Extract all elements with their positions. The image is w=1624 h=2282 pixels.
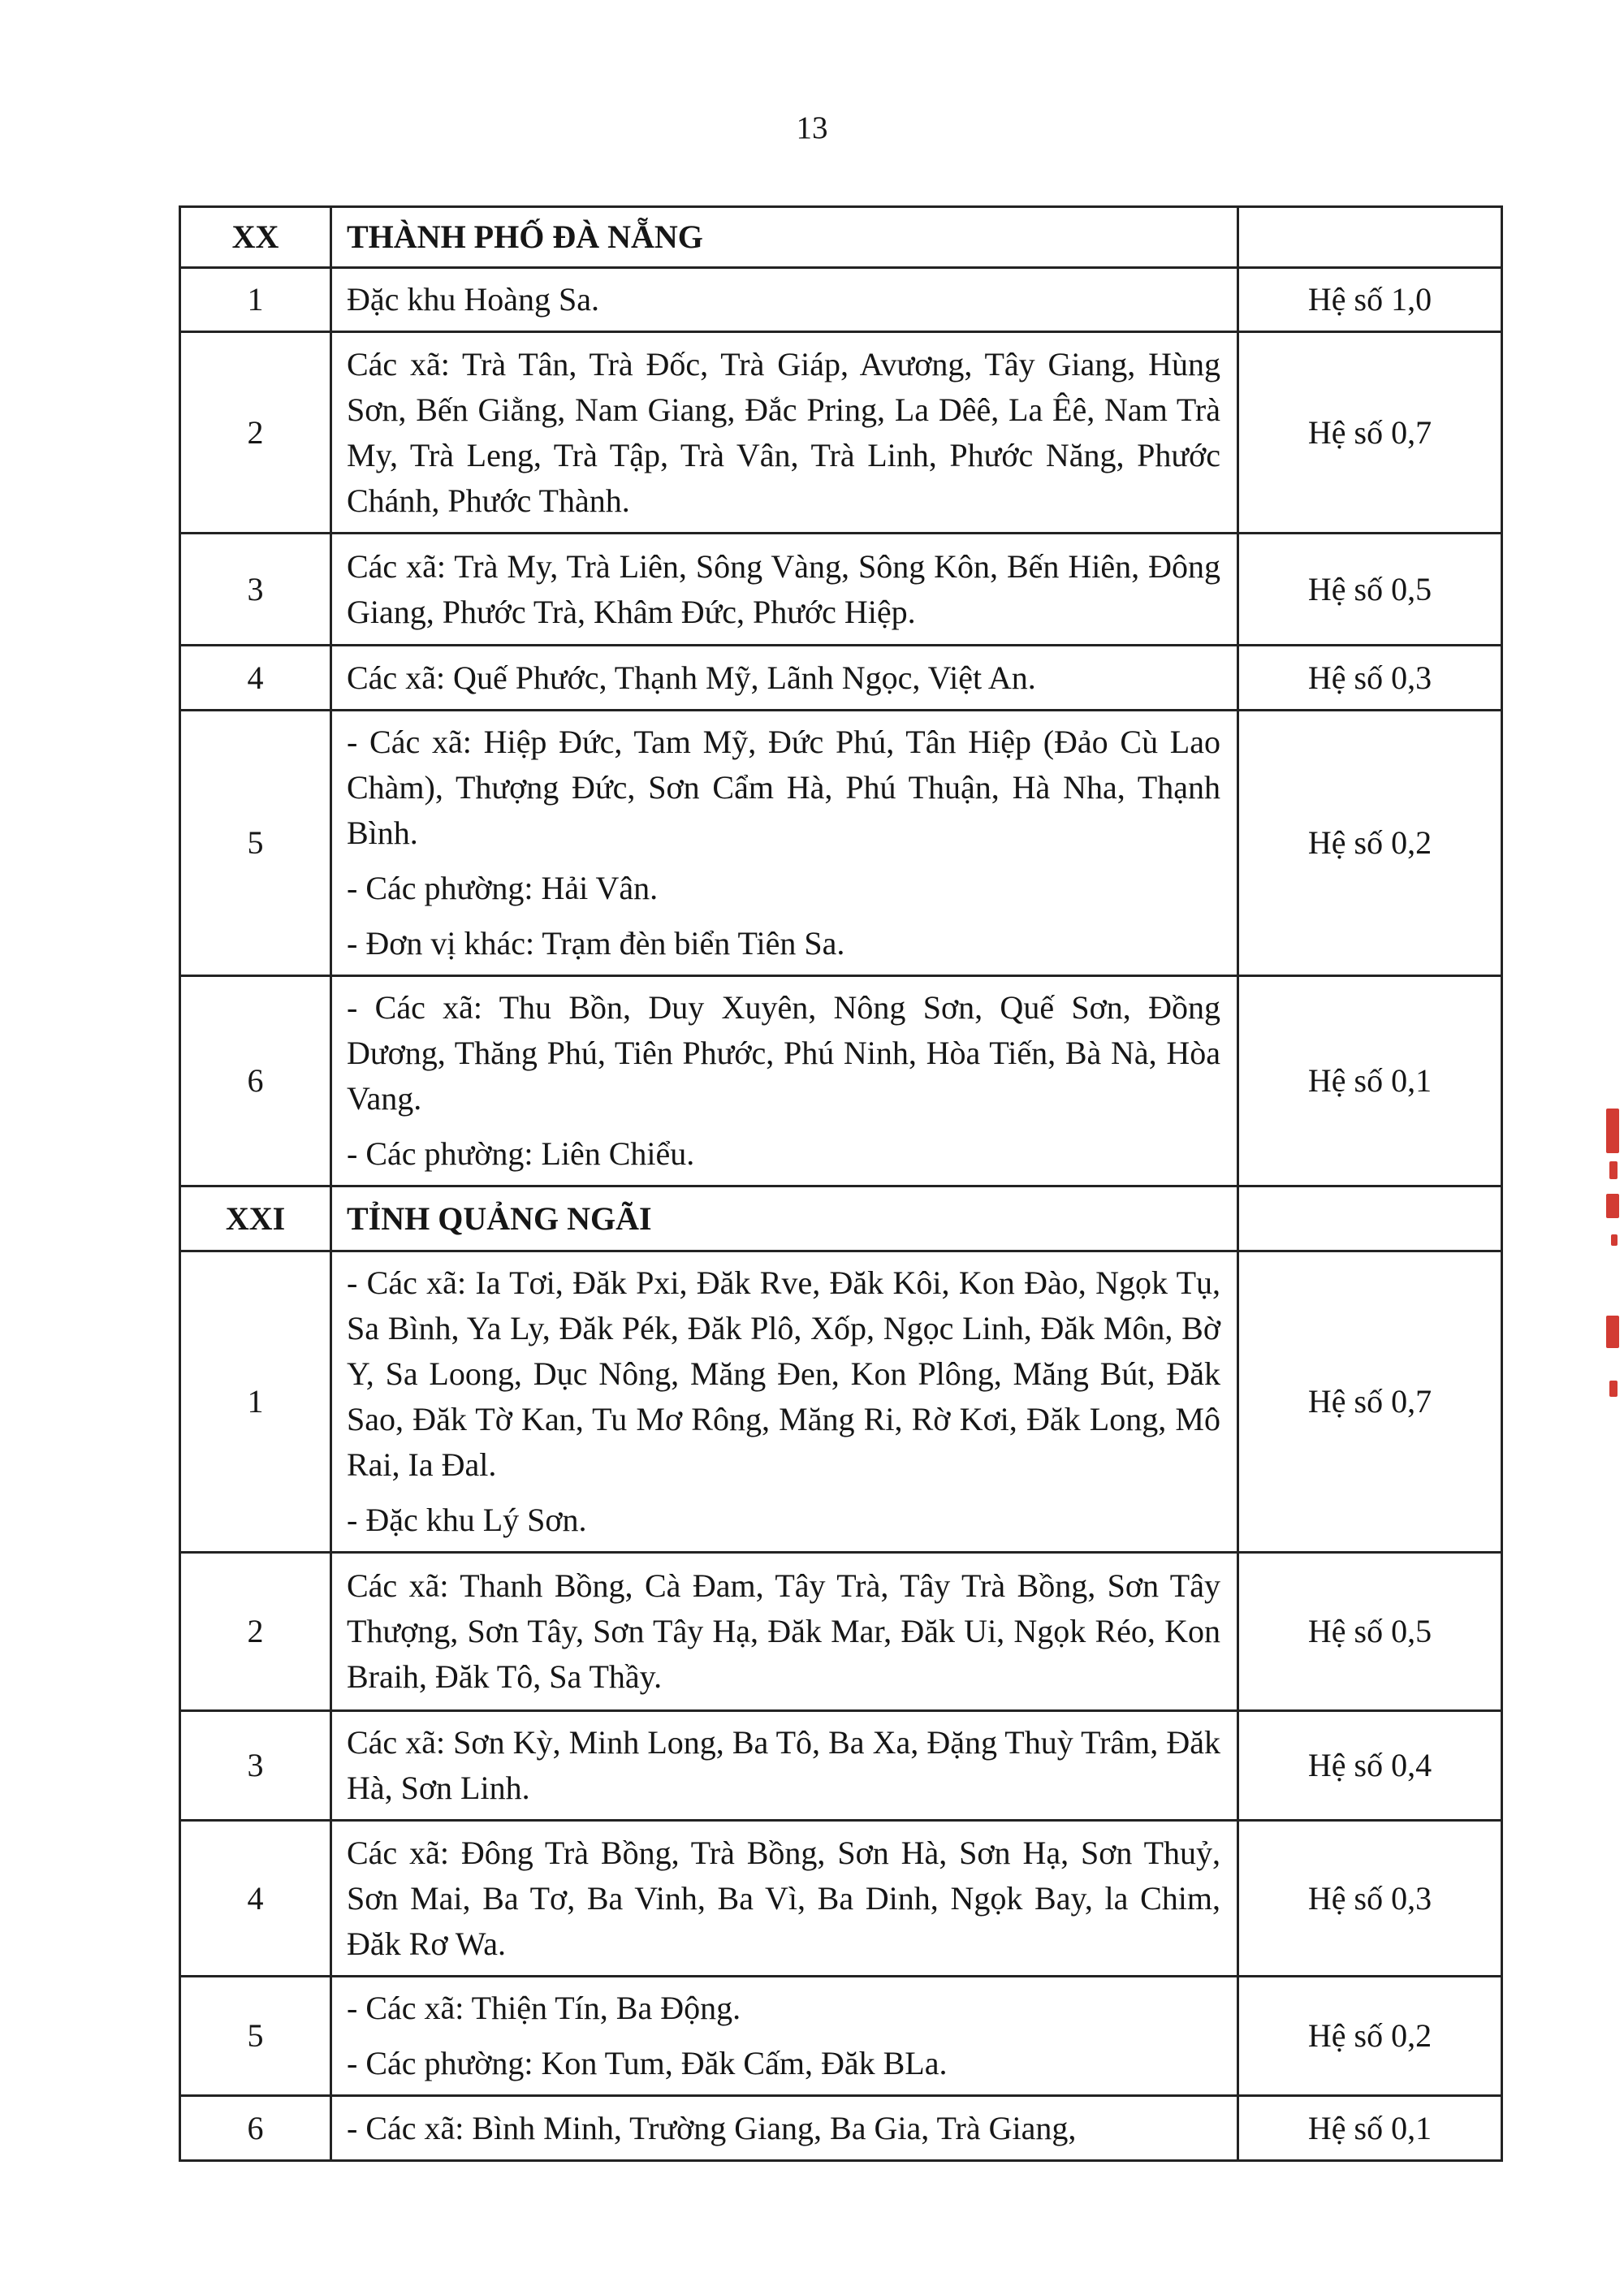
- table-row: [180, 1553, 1502, 1711]
- unit-list-line: Các xã: Sơn Kỳ, Minh Long, Ba Tô, Ba Xa, Đặng Thuỳ Trâm, Đăk Hà, Sơn Linh.: [347, 1724, 1220, 1806]
- coefficient-value: Hệ số 0,5: [1238, 1553, 1502, 1711]
- unit-list: [331, 534, 1238, 646]
- unit-list-line: Các xã: Trà My, Trà Liên, Sông Vàng, Sông Kôn, Bến Hiên, Đông Giang, Phước Trà, Khâm Đức, Phước Hiệp.: [347, 547, 1220, 630]
- section-header-row: [180, 1186, 1502, 1251]
- unit-list-line: - Các xã: Bình Minh, Trường Giang, Ba Gia, Trà Giang,: [347, 2109, 1077, 2146]
- section-title: TỈNH QUẢNG NGÃI: [331, 1186, 1238, 1251]
- unit-list-line: - Các xã: Thiện Tín, Ba Động.: [347, 1990, 741, 2026]
- table-row: [180, 1821, 1502, 1977]
- unit-list: [331, 1711, 1238, 1821]
- unit-list-line: - Các xã: Ia Tơi, Đăk Pxi, Đăk Rve, Đăk Kôi, Kon Đào, Ngọk Tụ, Sa Bình, Ya Ly, Đăk Pék, Đăk Plô, Xốp, Ngọc Linh, Đăk Môn, Bờ Y, Sa Loong, Dục Nông, Măng Đen, Kon Plông, Măng Bút, Đăk Sao, Đăk Tờ Kan, Tu Mơ Rông, Măng Ri, Rờ Kơi, Đăk Long, Mô Rai, Ia Đal.: [347, 1264, 1220, 1483]
- section-number: XXI: [180, 1186, 331, 1251]
- unit-list-line: Các xã: Trà Tân, Trà Đốc, Trà Giáp, Avương, Tây Giang, Hùng Sơn, Bến Giằng, Nam Giang, Đắc Pring, La Dêê, La Êê, Nam Trà My, Trà Leng, Trà Tập, Trà Vân, Trà Linh, Phước Năng, Phước Chánh, Phước Thành.: [347, 345, 1220, 519]
- coefficient-value: Hệ số 0,5: [1238, 534, 1502, 646]
- row-number: 1: [180, 1251, 331, 1553]
- unit-list-line: - Các phường: Hải Vân.: [347, 870, 659, 906]
- row-number: 4: [180, 646, 331, 711]
- row-number: 6: [180, 976, 331, 1186]
- coefficient-value: Hệ số 0,3: [1238, 1821, 1502, 1977]
- table-row: [180, 332, 1502, 534]
- table-row: [180, 711, 1502, 976]
- unit-list-line: Các xã: Đông Trà Bồng, Trà Bồng, Sơn Hà, Sơn Hạ, Sơn Thuỷ, Sơn Mai, Ba Tơ, Ba Vinh, Ba Vì, Ba Dinh, Ngọk Bay, la Chim, Đăk Rơ Wa.: [347, 1834, 1220, 1962]
- coefficient-value: Hệ số 0,7: [1238, 1251, 1502, 1553]
- unit-list: [331, 332, 1238, 534]
- unit-list: [331, 268, 1238, 332]
- row-number: 5: [180, 711, 331, 976]
- table-row: [180, 1251, 1502, 1553]
- coefficient-value: Hệ số 1,0: [1238, 268, 1502, 332]
- coefficient-value: Hệ số 0,3: [1238, 646, 1502, 711]
- table-row: [180, 268, 1502, 332]
- unit-list: [331, 646, 1238, 711]
- row-number: 2: [180, 332, 331, 534]
- table-row: [180, 976, 1502, 1186]
- unit-list-line: Các xã: Thanh Bồng, Cà Đam, Tây Trà, Tây Trà Bồng, Sơn Tây Thượng, Sơn Tây, Sơn Tây Hạ, Đăk Mar, Đăk Ui, Ngọk Réo, Kon Braih, Đăk Tô, Sa Thầy.: [347, 1567, 1220, 1695]
- row-number: 5: [180, 1977, 331, 2096]
- table-body: [180, 207, 1502, 2161]
- table-row: [180, 1711, 1502, 1821]
- unit-list: [331, 2096, 1238, 2161]
- unit-list: [331, 711, 1238, 976]
- row-number: 6: [180, 2096, 331, 2161]
- coefficient-value: Hệ số 0,1: [1238, 2096, 1502, 2161]
- coefficient-value: Hệ số 0,1: [1238, 976, 1502, 1186]
- unit-list-line: - Các xã: Hiệp Đức, Tam Mỹ, Đức Phú, Tân Hiệp (Đảo Cù Lao Chàm), Thượng Đức, Sơn Cẩm Hà, Phú Thuận, Hà Nha, Thạnh Bình.: [347, 724, 1220, 851]
- unit-list: [331, 1553, 1238, 1711]
- row-number: 1: [180, 268, 331, 332]
- row-number: 3: [180, 1711, 331, 1821]
- coefficient-value: Hệ số 0,2: [1238, 711, 1502, 976]
- row-number: 2: [180, 1553, 331, 1711]
- coefficient-value: Hệ số 0,7: [1238, 332, 1502, 534]
- coefficient-table: [179, 205, 1503, 2162]
- unit-list: [331, 1251, 1238, 1553]
- coefficient-value: [1238, 207, 1502, 268]
- unit-list: [331, 1821, 1238, 1977]
- unit-list: [331, 976, 1238, 1186]
- table-row: [180, 1977, 1502, 2096]
- section-header-row: [180, 207, 1502, 268]
- coefficient-value: Hệ số 0,2: [1238, 1977, 1502, 2096]
- row-number: 4: [180, 1821, 331, 1977]
- coefficient-value: [1238, 1186, 1502, 1251]
- table-row: [180, 2096, 1502, 2161]
- unit-list-line: - Đơn vị khác: Trạm đèn biển Tiên Sa.: [347, 925, 845, 962]
- unit-list-line: Đặc khu Hoàng Sa.: [347, 281, 600, 318]
- page-number: 13: [796, 110, 828, 145]
- table-row: [180, 534, 1502, 646]
- section-number: XX: [180, 207, 331, 268]
- row-number: 3: [180, 534, 331, 646]
- table-row: [180, 646, 1502, 711]
- unit-list: [331, 1977, 1238, 2096]
- section-title: THÀNH PHỐ ĐÀ NẴNG: [331, 207, 1238, 268]
- coefficient-value: Hệ số 0,4: [1238, 1711, 1502, 1821]
- unit-list-line: - Các phường: Liên Chiểu.: [347, 1135, 695, 1172]
- unit-list-line: - Các phường: Kon Tum, Đăk Cấm, Đăk BLa.: [347, 2045, 948, 2081]
- unit-list-line: - Các xã: Thu Bồn, Duy Xuyên, Nông Sơn, Quế Sơn, Đồng Dương, Thăng Phú, Tiên Phước, Phú Ninh, Hòa Tiến, Bà Nà, Hòa Vang.: [347, 989, 1220, 1117]
- unit-list-line: Các xã: Quế Phước, Thạnh Mỹ, Lãnh Ngọc, Việt An.: [347, 659, 1036, 696]
- unit-list-line: - Đặc khu Lý Sơn.: [347, 1502, 587, 1538]
